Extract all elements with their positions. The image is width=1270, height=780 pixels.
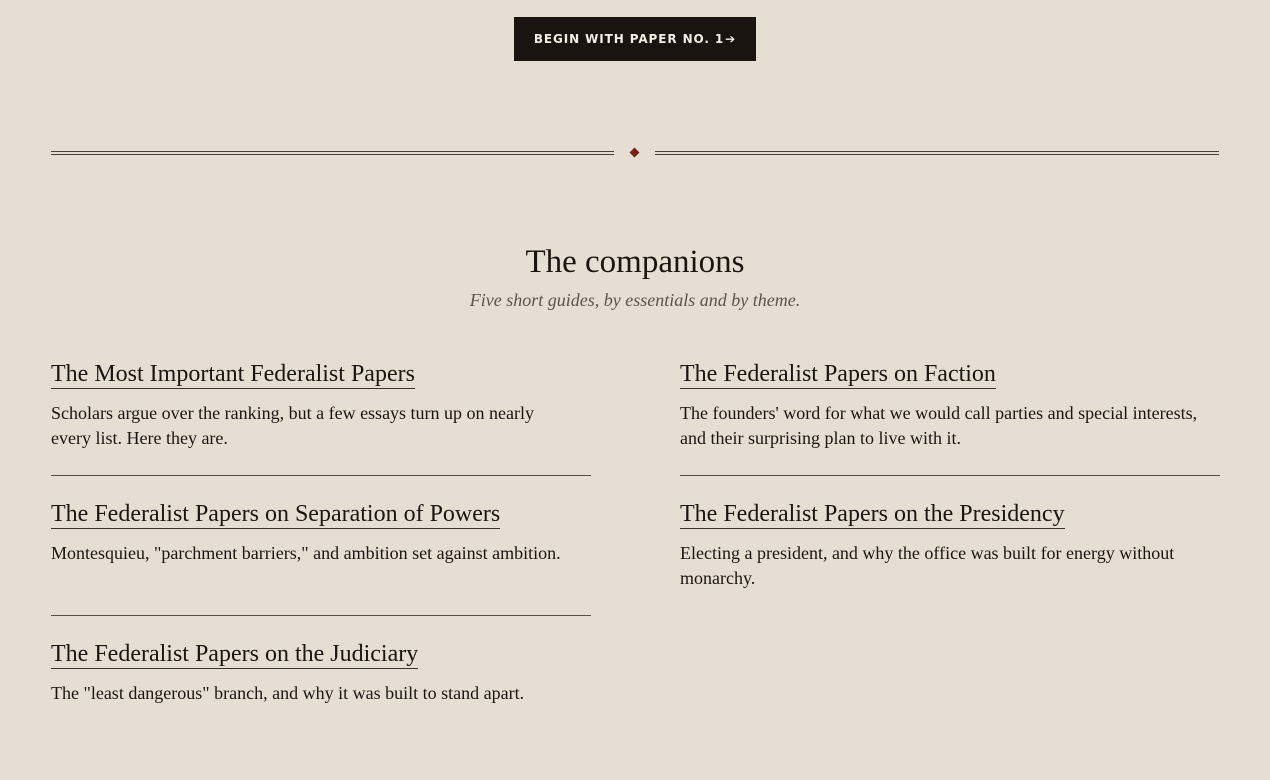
cta-label: BEGIN WITH PAPER NO. 1 <box>533 32 725 46</box>
companions-column-right <box>680 360 1220 640</box>
companion-link-judiciary[interactable]: The Federalist Papers on the Judiciary <box>51 641 419 667</box>
companion-link-faction[interactable]: The Federalist Papers on Faction <box>680 361 996 387</box>
companion-description: The "least dangerous" branch, and why it was built to stand apart. <box>51 683 525 703</box>
companion-card <box>51 500 591 640</box>
ornamental-divider <box>51 148 1219 160</box>
companion-link-most-important[interactable]: The Most Important Federalist Papers <box>51 361 415 387</box>
companion-card <box>51 640 591 780</box>
begin-with-paper-1-button[interactable] <box>514 17 756 61</box>
cta-wrapper <box>0 17 1270 61</box>
arrow-right-icon: ➔ <box>725 32 737 46</box>
companions-heading: The companions <box>525 244 745 280</box>
companions-column-left <box>51 360 591 780</box>
diamond-ornament-icon <box>630 148 640 158</box>
companion-description: Montesquieu, "parchment barriers," and ambition set against ambition. <box>51 543 561 563</box>
companions-subtitle: Five short guides, by essentials and by theme. <box>469 290 801 310</box>
companion-card <box>680 360 1220 500</box>
companion-link-presidency[interactable]: The Federalist Papers on the Presidency <box>680 501 1065 527</box>
companion-description: Scholars argue over the ranking, but a few essays turn up on nearly every list. Here they are. <box>51 403 535 448</box>
companion-card <box>51 360 591 500</box>
companion-description: Electing a president, and why the office was built for energy without monarchy. <box>680 543 1175 588</box>
companion-description: The founders' word for what we would call parties and special interests, and their surprising plan to live with it. <box>680 403 1198 448</box>
companion-link-separation-of-powers[interactable]: The Federalist Papers on Separation of Powers <box>51 501 501 527</box>
divider-line-left <box>51 151 614 155</box>
divider-line-right <box>655 151 1219 155</box>
companion-card <box>680 500 1220 640</box>
